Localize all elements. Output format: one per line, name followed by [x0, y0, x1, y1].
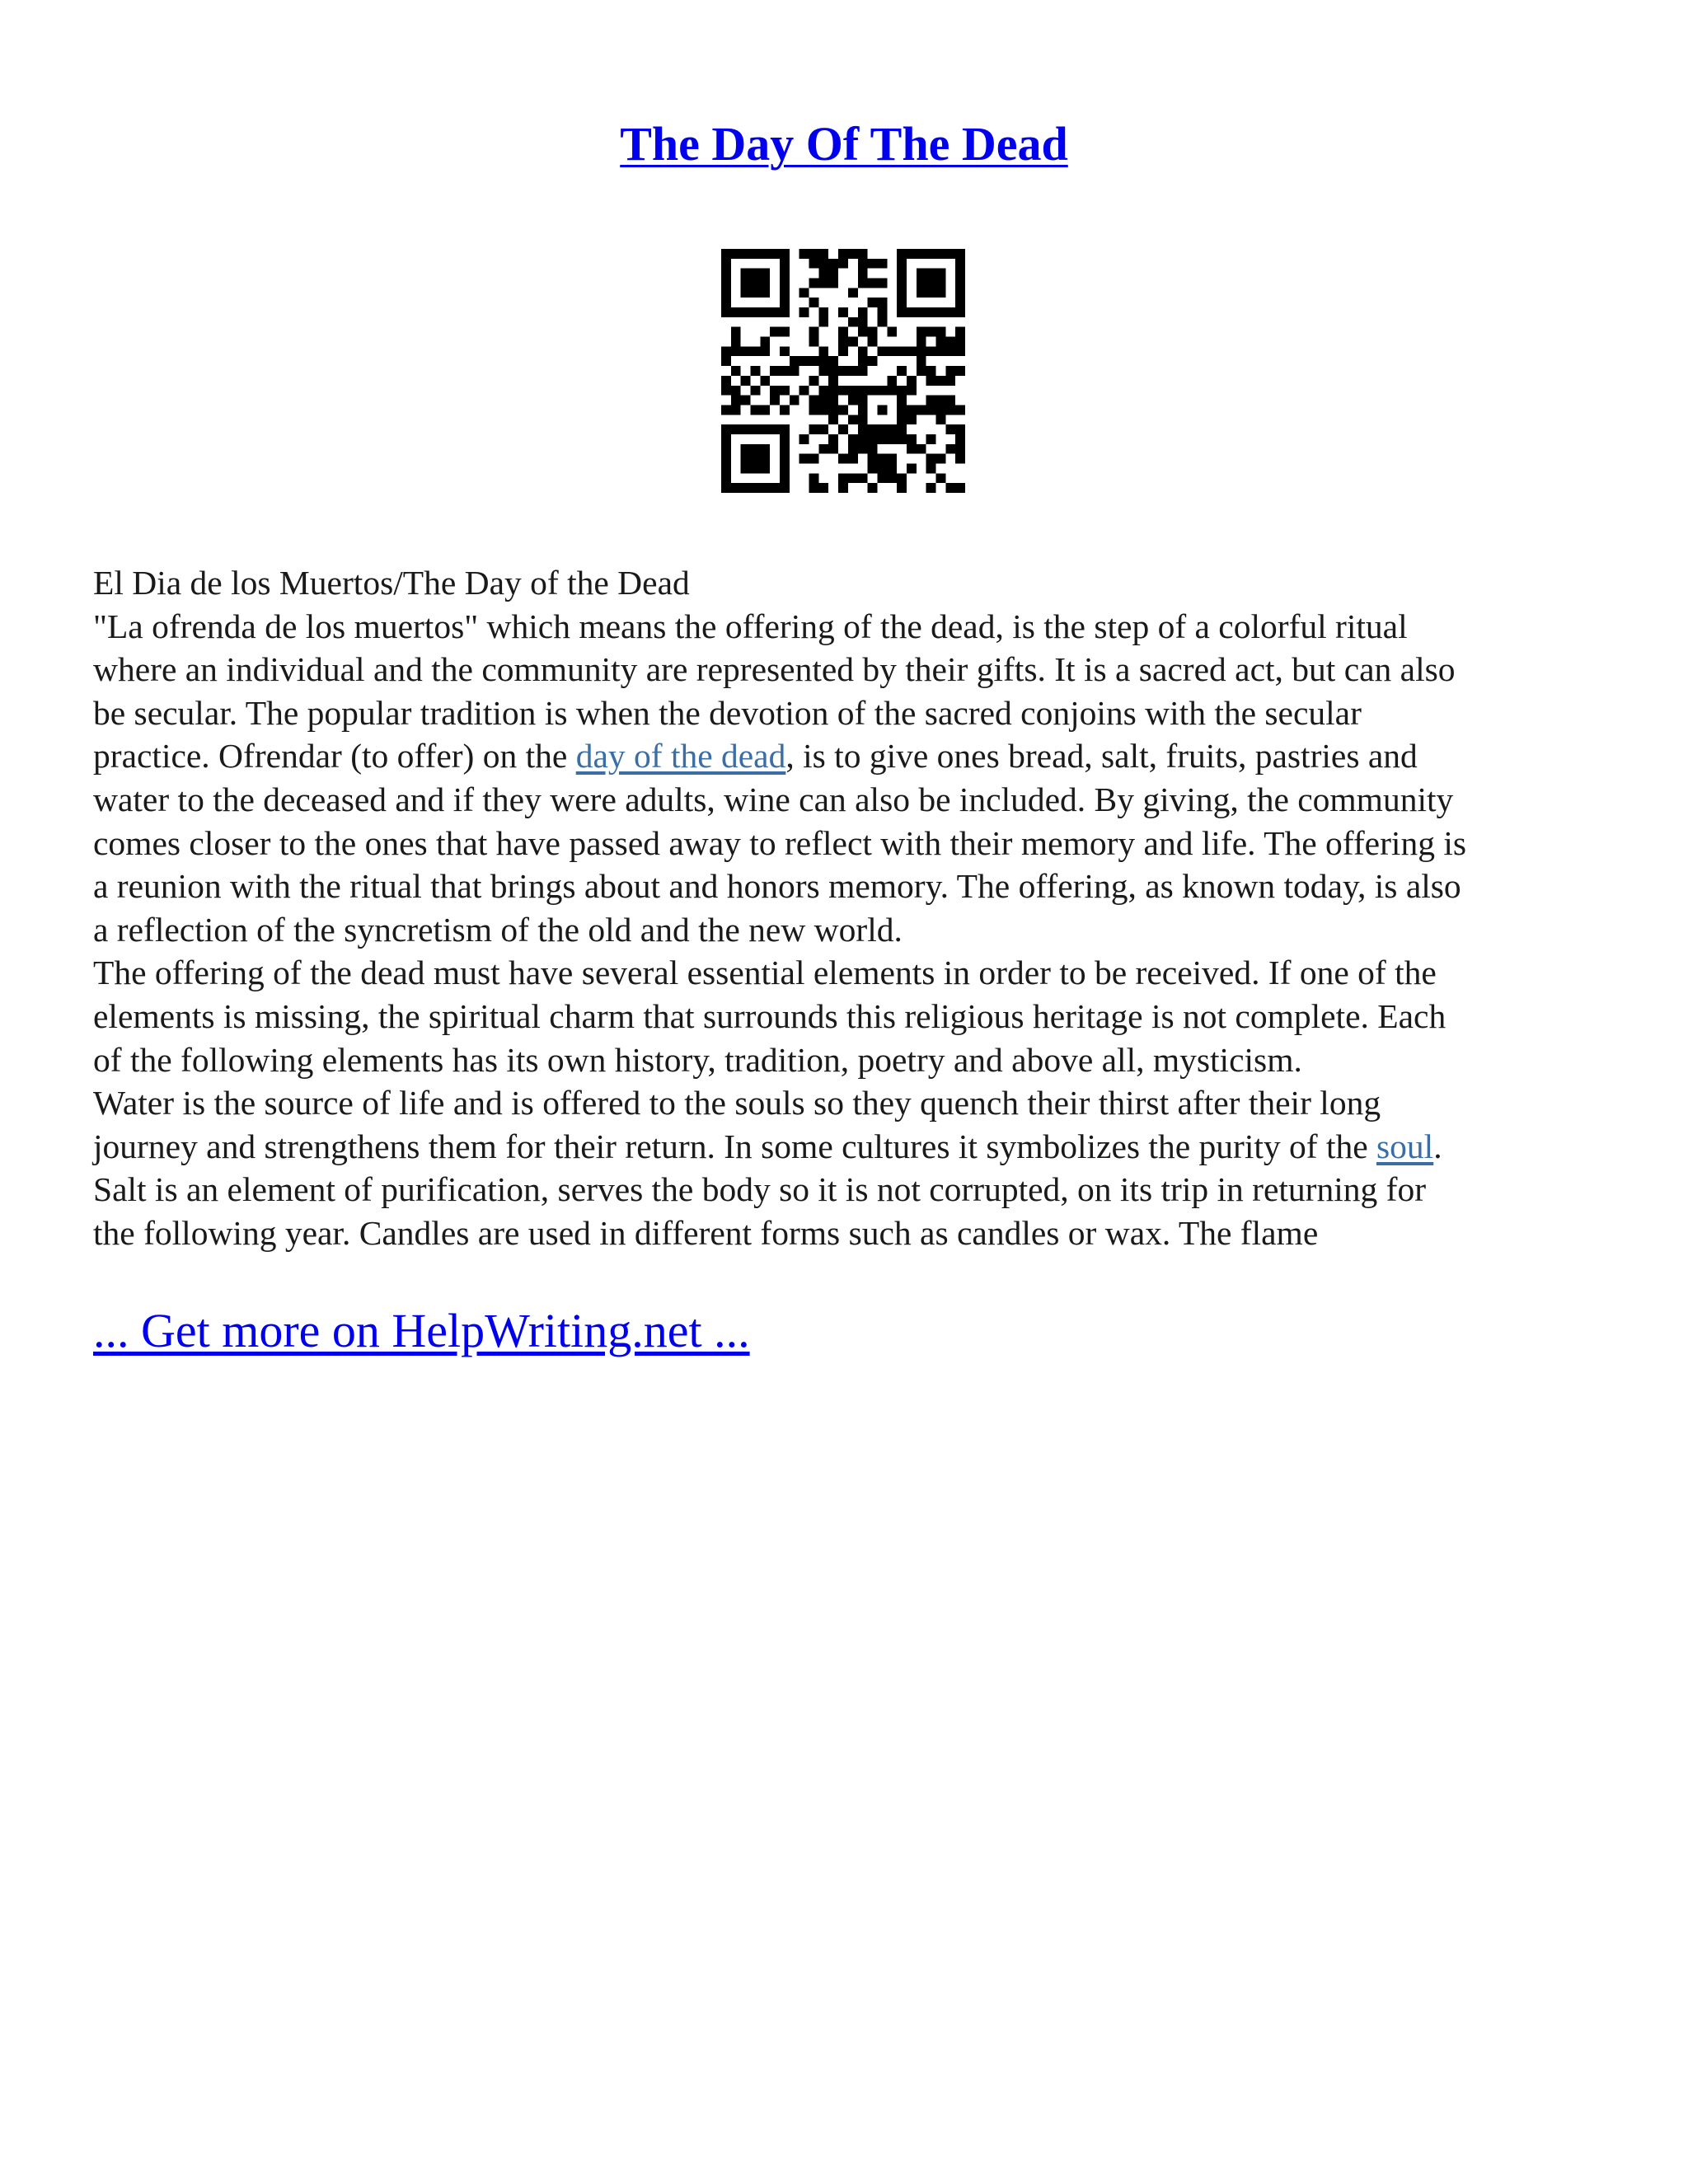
body-line	[93, 648, 1601, 691]
body-line	[93, 561, 1601, 605]
body-line	[93, 691, 1601, 735]
body-line-text: of the following elements has its own history, tradition, poetry and above all, mysticism.	[93, 1040, 1302, 1079]
body-line	[93, 734, 1601, 778]
body-line	[93, 1168, 1601, 1212]
body-line	[93, 865, 1601, 908]
body-line	[93, 605, 1601, 649]
body-line	[93, 778, 1601, 822]
body-line-text: Salt is an element of purification, serves the body so it is not corrupted, on its trip in returning for	[93, 1170, 1427, 1209]
body-line-text: The offering of the dead must have several essential elements in order to be received. If one of the	[93, 954, 1437, 992]
article-body	[93, 561, 1601, 1255]
body-line	[93, 995, 1601, 1038]
body-line	[93, 1212, 1601, 1255]
body-line	[93, 908, 1601, 952]
body-line-text: , is to give ones bread, salt, fruits, pastries and	[785, 737, 1418, 776]
body-line	[93, 951, 1601, 995]
body-line-text: El Dia de los Muertos/The Day of the Dead	[93, 564, 690, 602]
page-title	[0, 115, 1688, 173]
body-line-text: Water is the source of life and is offered to the souls so they quench their thirst after their long	[93, 1084, 1381, 1122]
body-line-text: "La ofrenda de los muertos" which means the offering of the dead, is the step of a colorful ritual	[93, 607, 1408, 645]
body-line-text: practice. Ofrendar (to offer) on the	[93, 737, 576, 776]
body-line	[93, 1125, 1601, 1169]
body-line-text: water to the deceased and if they were adults, wine can also be included. By giving, the community	[93, 780, 1454, 818]
body-line-text: .	[1433, 1127, 1442, 1165]
get-more-link[interactable]: ... Get more on HelpWriting.net ...	[93, 1304, 750, 1357]
body-line-text: be secular. The popular tradition is when the devotion of the sacred conjoins with the secular	[93, 693, 1362, 732]
title-link[interactable]: The Day Of The Dead	[620, 117, 1068, 171]
body-line-text: journey and strengthens them for their return. In some cultures it symbolizes the purity of the	[93, 1127, 1377, 1165]
get-more-paragraph	[93, 1302, 750, 1360]
body-line-text: where an individual and the community are represented by their gifts. It is a sacred act, but can also	[93, 650, 1456, 689]
inline-link[interactable]: day of the dead	[575, 737, 786, 776]
body-line-text: a reflection of the syncretism of the old and the new world.	[93, 910, 903, 949]
body-line	[93, 822, 1601, 865]
body-line-text: the following year. Candles are used in different forms such as candles or wax. The flame	[93, 1213, 1319, 1252]
body-line-text: a reunion with the ritual that brings about and honors memory. The offering, as known today, is also	[93, 867, 1461, 906]
body-line-text: elements is missing, the spiritual charm that surrounds this religious heritage is not complete. Each	[93, 996, 1447, 1035]
body-line-text: comes closer to the ones that have passed away to reflect with their memory and life. The offering is	[93, 823, 1466, 862]
body-line	[93, 1081, 1601, 1125]
qr-code-icon	[721, 249, 965, 493]
inline-link[interactable]: soul	[1376, 1127, 1434, 1165]
body-line	[93, 1038, 1601, 1082]
